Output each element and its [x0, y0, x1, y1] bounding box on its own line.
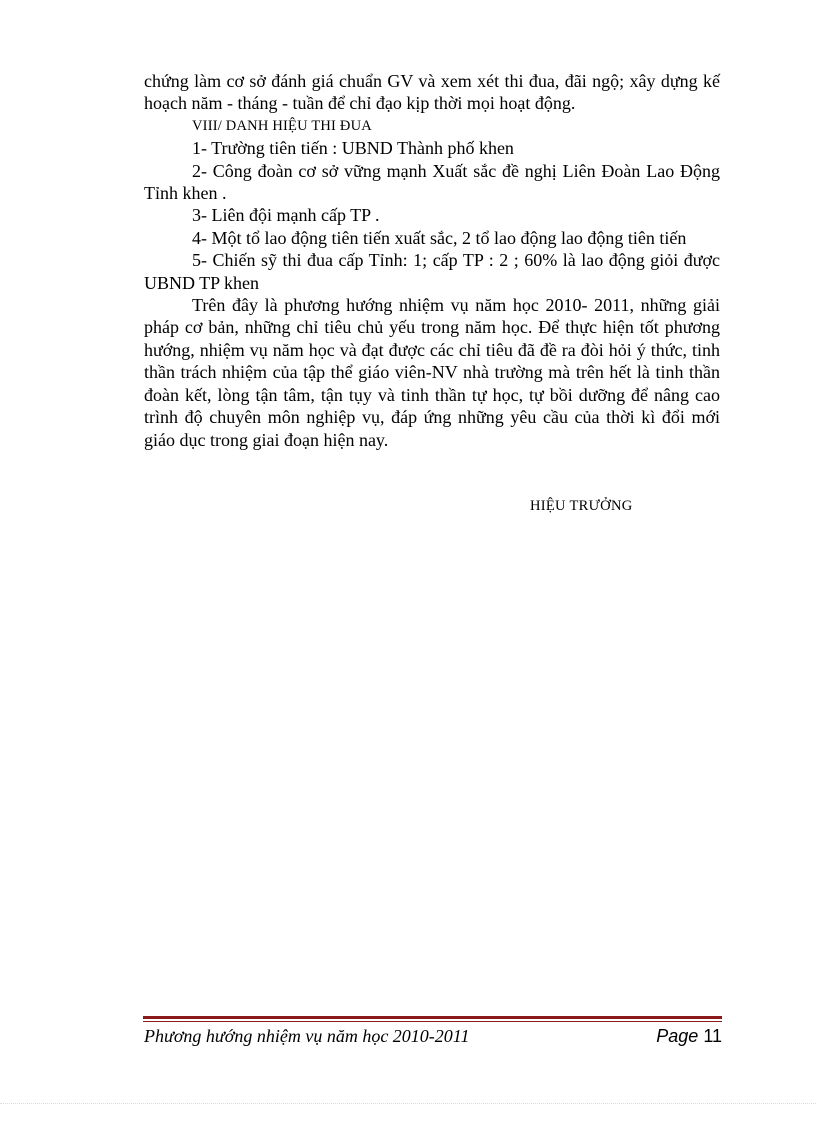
list-item: 4- Một tổ lao động tiên tiến xuất sắc, 2 tổ lao động lao động tiên tiến	[192, 227, 687, 248]
footer-title: Phương hướng nhiệm vụ năm học 2010-2011	[144, 1026, 470, 1046]
list-item: 2- Công đoàn cơ sở vững mạnh Xuất sắc đề nghị Liên Đoàn Lao Động Tỉnh khen .	[144, 160, 720, 204]
signature-title: HIỆU TRƯỞNG	[530, 498, 633, 514]
page-boundary	[0, 1103, 816, 1104]
footer-rule-thin	[143, 1021, 722, 1022]
list-item: 5- Chiến sỹ thi đua cấp Tỉnh: 1; cấp TP : 2 ; 60% là lao động giỏi được UBND TP khen	[144, 250, 720, 293]
page-footer	[144, 1026, 722, 1047]
section-heading: VIII/ DANH HIỆU THI ĐUA	[192, 117, 372, 134]
list-item: 1- Trường tiên tiến : UBND Thành phố khen	[192, 138, 514, 159]
page-number	[656, 1026, 722, 1047]
page-number-value: 11	[703, 1026, 722, 1046]
closing-paragraph: Trên đây là phương hướng nhiệm vụ năm học 2010- 2011, những giải pháp cơ bản, những chỉ tiêu chủ yếu trong năm học. Để thực hiện tốt phương hướng, nhiệm vụ năm học và đạt được các chỉ tiêu đã đề ra đòi hỏi ý thức, tinh thần trách nhiệm của tập thể giáo viên-NV nhà trường mà trên hết là tinh thần đoàn kết, lòng tận tâm, tận tụy và tinh thần tự học, tự bồi dưỡng để nâng cao trình độ chuyên môn nghiệp vụ, đáp ứng những yêu cầu của thời kì đổi mới giáo dục trong giai đoạn hiện nay.	[144, 295, 720, 450]
page-label: Page	[656, 1026, 699, 1046]
footer-rule	[143, 1016, 722, 1019]
intro-paragraph: chứng làm cơ sở đánh giá chuẩn GV và xem xét thi đua, đãi ngộ; xây dựng kế hoạch năm - tháng - tuần để chỉ đạo kịp thời mọi hoạt động.	[144, 71, 720, 114]
document-body	[144, 70, 720, 451]
list-item: 3- Liên đội mạnh cấp TP .	[192, 205, 380, 226]
